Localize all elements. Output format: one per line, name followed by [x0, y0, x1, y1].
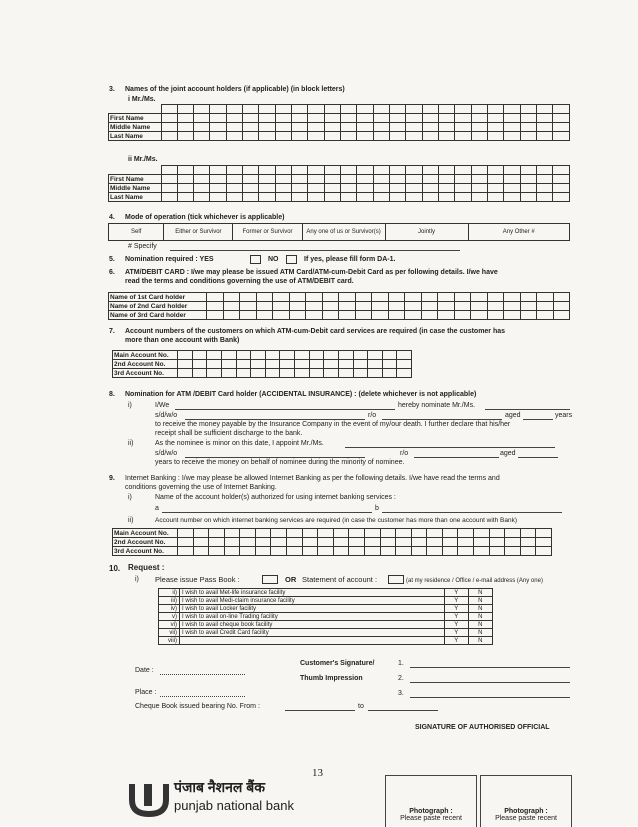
passbook-label: Please issue Pass Book : [155, 575, 240, 584]
mode-of-operation-table [108, 223, 570, 241]
nominator-name-field[interactable] [175, 403, 395, 410]
pnb-emblem-icon [128, 780, 170, 818]
nominee-relation-field[interactable] [185, 413, 365, 420]
nomination-no-checkbox[interactable] [286, 255, 297, 264]
section-4-number: 4. [109, 214, 115, 221]
request-no-option[interactable]: N [468, 629, 492, 637]
card-holder-label: Name of 1st Card holder [109, 293, 207, 302]
request-no-option[interactable]: N [468, 637, 492, 645]
date-field[interactable] [160, 668, 245, 675]
first-name-label: First Name [109, 114, 162, 123]
account-label: 3rd Account No. [113, 369, 178, 378]
s8-text3: to receive the money payable by the Insurance Company in the event of my/our death. I further declare that his/her [155, 421, 511, 428]
nomination-yes-checkbox[interactable] [250, 255, 261, 264]
request-yes-option[interactable]: Y [445, 613, 469, 621]
date-label: Date : [135, 667, 154, 674]
request-text [180, 637, 445, 645]
photo-title: Photograph : [409, 808, 453, 815]
s8-i-we: I/We [155, 402, 170, 409]
section-9-text2: conditions governing the use of Internet Banking. [125, 484, 277, 491]
account-label: 2nd Account No. [113, 360, 178, 369]
holder2-label: ii Mr./Ms. [128, 156, 158, 163]
request-number: ii) [159, 589, 180, 597]
request-row [159, 589, 493, 597]
account-label: 2nd Account No. [113, 538, 178, 547]
place-field[interactable] [160, 690, 245, 697]
holder1-name-grid[interactable] [108, 104, 570, 141]
request-yes-option[interactable]: Y [445, 597, 469, 605]
s9-ii-text: Account number on which internet banking services are required (in case the customer has more than one account with Bank) [155, 517, 518, 524]
cheque-to-field[interactable] [368, 704, 438, 711]
request-text: I wish to avail on-line Trading facility [180, 613, 445, 621]
signature-3-field[interactable] [410, 691, 570, 698]
s8-ii-aged: aged [500, 450, 516, 457]
specify-label: # Specify [128, 243, 157, 250]
last-name-label: Last Name [109, 132, 162, 141]
section-5-number: 5. [109, 256, 115, 263]
mode-option[interactable]: Self [109, 224, 164, 241]
section-8-title: Nomination for ATM /DEBIT Card holder (ACCIDENTAL INSURANCE) : (delete whichever is not applicable) [125, 391, 477, 398]
request-number: vi) [159, 621, 180, 629]
s9-ii-label: ii) [128, 517, 134, 524]
request-text: I wish to avail Locker facility [180, 605, 445, 613]
section-3-title: Names of the joint account holders (if applicable) (in block letters) [125, 86, 345, 93]
photo-title: Photograph : [504, 808, 548, 815]
request-number: vii) [159, 629, 180, 637]
cheque-label: Cheque Book issued bearing No. From : [135, 703, 260, 710]
s9-b-label: b [375, 505, 379, 512]
request-yes-option[interactable]: Y [445, 605, 469, 613]
statement-label: Statement of account : [302, 575, 378, 584]
s8-ii-label: ii) [128, 440, 134, 447]
nominee-age-field[interactable] [523, 413, 553, 420]
section-7-text2: more than one account with Bank) [125, 337, 240, 344]
specify-field[interactable] [170, 244, 460, 251]
request-no-option[interactable]: N [468, 605, 492, 613]
statement-tail: (at my residence / Office / e-mail address (Any one) [406, 578, 543, 584]
s10-i-label: i) [135, 576, 139, 583]
middle-name-label: Middle Name [109, 184, 162, 193]
request-row [159, 597, 493, 605]
request-yes-option[interactable]: Y [445, 621, 469, 629]
sig-3-num: 3. [398, 690, 404, 697]
mode-option[interactable]: Any one of us or Survivor(s) [302, 224, 385, 241]
s8-aged: aged [505, 412, 521, 419]
request-no-option[interactable]: N [468, 589, 492, 597]
thumb-impression-label: Thumb Impression [300, 675, 363, 682]
nominee-residence-field[interactable] [382, 413, 502, 420]
card-holder-grid[interactable] [108, 292, 570, 320]
authorised-signature-label: SIGNATURE OF AUTHORISED OFFICIAL [415, 724, 550, 731]
request-row [159, 621, 493, 629]
bank-name-hindi: पंजाब नैशनल बैंक [174, 779, 266, 795]
request-yes-option[interactable]: Y [445, 589, 469, 597]
guardian-residence-field[interactable] [414, 451, 499, 458]
photo-box-1[interactable] [385, 775, 477, 827]
request-row [159, 605, 493, 613]
cheque-to-label: to [358, 703, 364, 710]
section-6-number: 6. [109, 269, 115, 276]
photo-subtitle: Please paste recent [495, 815, 557, 822]
account-label: Main Account No. [113, 529, 178, 538]
s8-ro: r/o [368, 412, 377, 419]
passbook-checkbox[interactable] [262, 575, 278, 584]
section-6-text2: read the terms and conditions governing the use of ATM/DEBIT card. [125, 278, 354, 285]
first-name-label: First Name [109, 175, 162, 184]
sig-1-num: 1. [398, 660, 404, 667]
statement-checkbox[interactable] [388, 575, 404, 584]
s8-ii-sdwo: s/d/w/o [155, 450, 178, 457]
nomination-no-label: NO [268, 256, 279, 263]
card-holder-label: Name of 3rd Card holder [109, 311, 207, 320]
bank-logo [128, 780, 170, 823]
request-row [159, 629, 493, 637]
account-label: Main Account No. [113, 351, 178, 360]
mode-option[interactable]: Any Other # [468, 224, 569, 241]
request-text: I wish to avail cheque book facility [180, 621, 445, 629]
s9-i-label: i) [128, 494, 132, 501]
section-9-number: 9. [109, 475, 115, 482]
nomination-yes-label: Nomination required : YES [125, 256, 214, 263]
mode-option[interactable]: Jointly [385, 224, 468, 241]
section-7-text: Account numbers of the customers on which ATM-cum-Debit card services are required (in case the customer has [125, 328, 506, 335]
place-label: Place : [135, 689, 157, 696]
request-table [158, 588, 493, 645]
guardian-relation-field[interactable] [185, 451, 365, 458]
mode-option[interactable]: Either or Survivor [164, 224, 233, 241]
card-holder-label: Name of 2nd Card holder [109, 302, 207, 311]
bank-name-english: punjab national bank [174, 798, 294, 813]
request-yes-option[interactable]: Y [445, 637, 469, 645]
request-row [159, 637, 493, 645]
signature-1-field[interactable] [410, 661, 570, 668]
s8-years: years [555, 412, 573, 419]
section-4-title: Mode of operation (tick whichever is applicable) [125, 214, 285, 221]
section-6-text: ATM/DEBIT CARD : I/we may please be issued ATM Card/ATM-cum-Debit Card as per following details. I/we have [125, 269, 498, 276]
sig-2-num: 2. [398, 675, 404, 682]
ib-user-a-field[interactable] [162, 506, 372, 513]
signature-2-field[interactable] [410, 676, 570, 683]
ib-account-grid[interactable] [112, 528, 552, 556]
s8-hereby: hereby nominate Mr./Ms. [398, 402, 476, 409]
request-number: viii) [159, 637, 180, 645]
s9-i-text: Name of the account holder(s) authorized for using internet banking services : [155, 494, 396, 501]
photo-subtitle: Please paste recent [400, 815, 462, 822]
s8-ii-ro: r/o [400, 450, 409, 457]
photo-box-2[interactable] [480, 775, 572, 827]
s9-a-label: a [155, 505, 159, 512]
nominee-name-field[interactable] [485, 403, 570, 410]
s8-ii-text: As the nominee is minor on this date, I appoint Mr./Ms. [155, 440, 324, 447]
nomination-note: If yes, please fill form DA-1. [304, 256, 396, 263]
holder1-label: i Mr./Ms. [128, 96, 156, 103]
middle-name-label: Middle Name [109, 123, 162, 132]
section-9-text: Internet Banking : I/we may please be allowed Internet Banking as per the following details. I/we have read the terms and [125, 475, 500, 482]
holder2-name-grid[interactable] [108, 165, 570, 202]
request-number: iii) [159, 597, 180, 605]
request-text: I wish to avail Met-life insurance facility [180, 589, 445, 597]
s8-text4: receipt shall be sufficient discharge to the bank. [155, 430, 303, 437]
guardian-name-field[interactable] [345, 441, 555, 448]
ib-user-b-field[interactable] [382, 506, 562, 513]
s8-i-label: i) [128, 402, 132, 409]
request-row [159, 613, 493, 621]
section-3-number: 3. [109, 86, 115, 93]
section-10-number: 10. [109, 564, 121, 573]
request-no-option[interactable]: N [468, 597, 492, 605]
atm-account-grid[interactable] [112, 350, 412, 378]
mode-option[interactable]: Former or Survivor [233, 224, 302, 241]
s8-ii-text3: years to receive the money on behalf of nominee during the minority of nominee. [155, 459, 405, 466]
customer-signature-label: Customer's Signature/ [300, 660, 375, 667]
section-7-number: 7. [109, 328, 115, 335]
request-no-option[interactable]: N [468, 613, 492, 621]
request-number: iv) [159, 605, 180, 613]
or-label: OR [285, 575, 297, 584]
request-text: I wish to avail Credit Card facility [180, 629, 445, 637]
request-text: I wish to avail Medi-claim insurance facility [180, 597, 445, 605]
account-label: 3rd Account No. [113, 547, 178, 556]
section-10-title: Request : [128, 563, 165, 572]
page-number: 13 [312, 767, 323, 779]
guardian-age-field[interactable] [518, 451, 558, 458]
s8-sdwo: s/d/w/o [155, 412, 178, 419]
cheque-from-field[interactable] [285, 704, 355, 711]
request-yes-option[interactable]: Y [445, 629, 469, 637]
request-no-option[interactable]: N [468, 621, 492, 629]
request-number: v) [159, 613, 180, 621]
last-name-label: Last Name [109, 193, 162, 202]
section-8-number: 8. [109, 391, 115, 398]
